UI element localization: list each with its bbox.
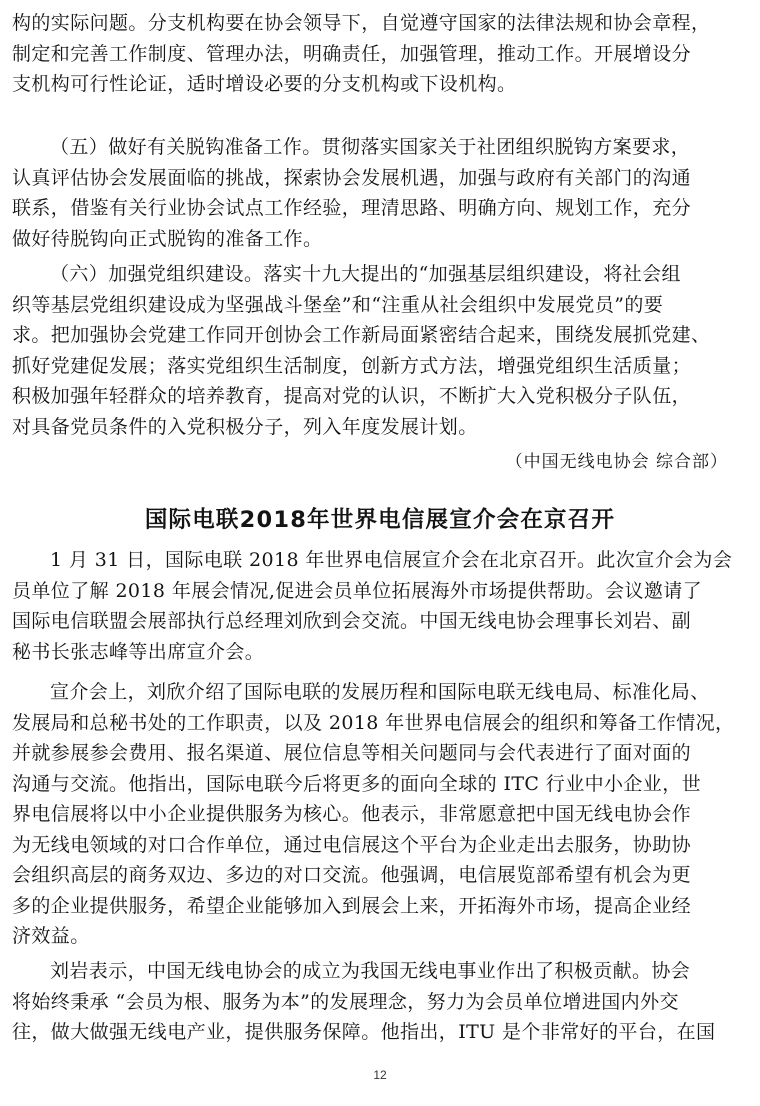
article-paragraph-3 (12, 956, 748, 1048)
text-line: 支机构可行性论证，适时增设必要的分支机构或下设机构。 (12, 73, 517, 95)
text-line: 宣介会上，刘欣介绍了国际电联的发展历程和国际电联无线电局、标准化局、 (50, 681, 710, 703)
text-line: 制定和完善工作制度、管理办法，明确责任，加强管理，推动工作。开展增设分 (12, 42, 692, 65)
section-5-paragraph (12, 132, 748, 254)
text-line: 做好待脱钩向正式脱钩的准备工作。 (12, 227, 323, 250)
text-line: 刘岩表示，中国无线电协会的成立为我国无线电事业作出了积极贡献。协会 (50, 960, 691, 982)
text-line: 为无线电领域的对口合作单位，通过电信展这个平台为企业走出去服务，协助协 (12, 833, 692, 856)
section-6-paragraph (12, 259, 748, 442)
article-title: 国际电联2018年世界电信展宣介会在京召开 (144, 507, 616, 533)
continuation-paragraph (12, 8, 748, 100)
text-line: 发展局和总秘书处的工作职责，以及 2018 年世界电信展会的组织和筹备工作情况， (12, 711, 735, 734)
text-line: 织等基层党组织建设成为坚强战斗堡垒”和“注重从社会组织中发展党员”的要 (12, 293, 664, 316)
text-line: 济效益。 (12, 925, 90, 947)
text-line: 求。把加强协会党建工作同开创协会工作新局面紧密结合起来，围绕发展抓党建、 (12, 324, 711, 346)
text-line: 将始终秉承 “会员为根、服务为本”的发展理念，努力为会员单位增进国内外交 (12, 990, 679, 1013)
text-line: 积极加强年轻群众的培养教育，提高对党的认识，不断扩大入党积极分子队伍， (12, 385, 692, 407)
text-line: 沟通与交流。他指出，国际电联今后将更多的面向全球的 ITC 行业中小企业，世 (12, 772, 701, 795)
text-line: 认真评估协会发展面临的挑战，探索协会发展机遇，加强与政府有关部门的沟通 (12, 166, 692, 189)
text-line: 员单位了解 2018 年展会情况,促进会员单位拓展海外市场提供帮助。会议邀请了 (12, 579, 703, 602)
article-paragraph-1 (12, 545, 748, 667)
text-line: （六）加强党组织建设。落实十九大提出的“加强基层组织建设，将社会组 (50, 263, 681, 285)
text-line: 1 月 31 日，国际电联 2018 年世界电信展宣介会在北京召开。此次宣介会为会 (50, 549, 733, 571)
text-line: （五）做好有关脱钩准备工作。贯彻落实国家关于社团组织脱钩方案要求， (50, 136, 691, 158)
text-line: 往，做大做强无线电产业，提供服务保障。他指出，ITU 是个非常好的平台，在国 (12, 1021, 716, 1043)
page-number: 12 (373, 1068, 387, 1082)
text-line: 国际电信联盟会展部执行总经理刘欣到会交流。中国无线电协会理事长刘岩、副 (12, 610, 692, 632)
text-line: 联系，借鉴有关行业协会试点工作经验，理清思路、明确方向、规划工作，充分 (12, 197, 692, 219)
article-paragraph-2 (12, 677, 748, 952)
text-line: 秘书长张志峰等出席宣介会。 (12, 640, 265, 663)
text-line: 会组织高层的商务双边、多边的对口交流。他强调，电信展览部希望有机会为更 (12, 864, 692, 886)
department-signature: （中国无线电协会 综合部） (505, 452, 728, 472)
text-line: 界电信展将以中小企业提供服务为核心。他表示，非常愿意把中国无线电协会作 (12, 803, 692, 825)
text-line: 对具备党员条件的入党积极分子，列入年度发展计划。 (12, 415, 478, 438)
text-line: 并就参展参会费用、报名渠道、展位信息等相关问题同与会代表进行了面对面的 (12, 742, 692, 764)
text-line: 多的企业提供服务，希望企业能够加入到展会上来，开拓海外市场，提高企业经 (12, 894, 692, 917)
text-line: 抓好党建促发展；落实党组织生活制度，创新方式方法，增强党组织生活质量； (12, 354, 692, 377)
text-line: 构的实际问题。分支机构要在协会领导下，自觉遵守国家的法律法规和协会章程， (12, 12, 711, 34)
